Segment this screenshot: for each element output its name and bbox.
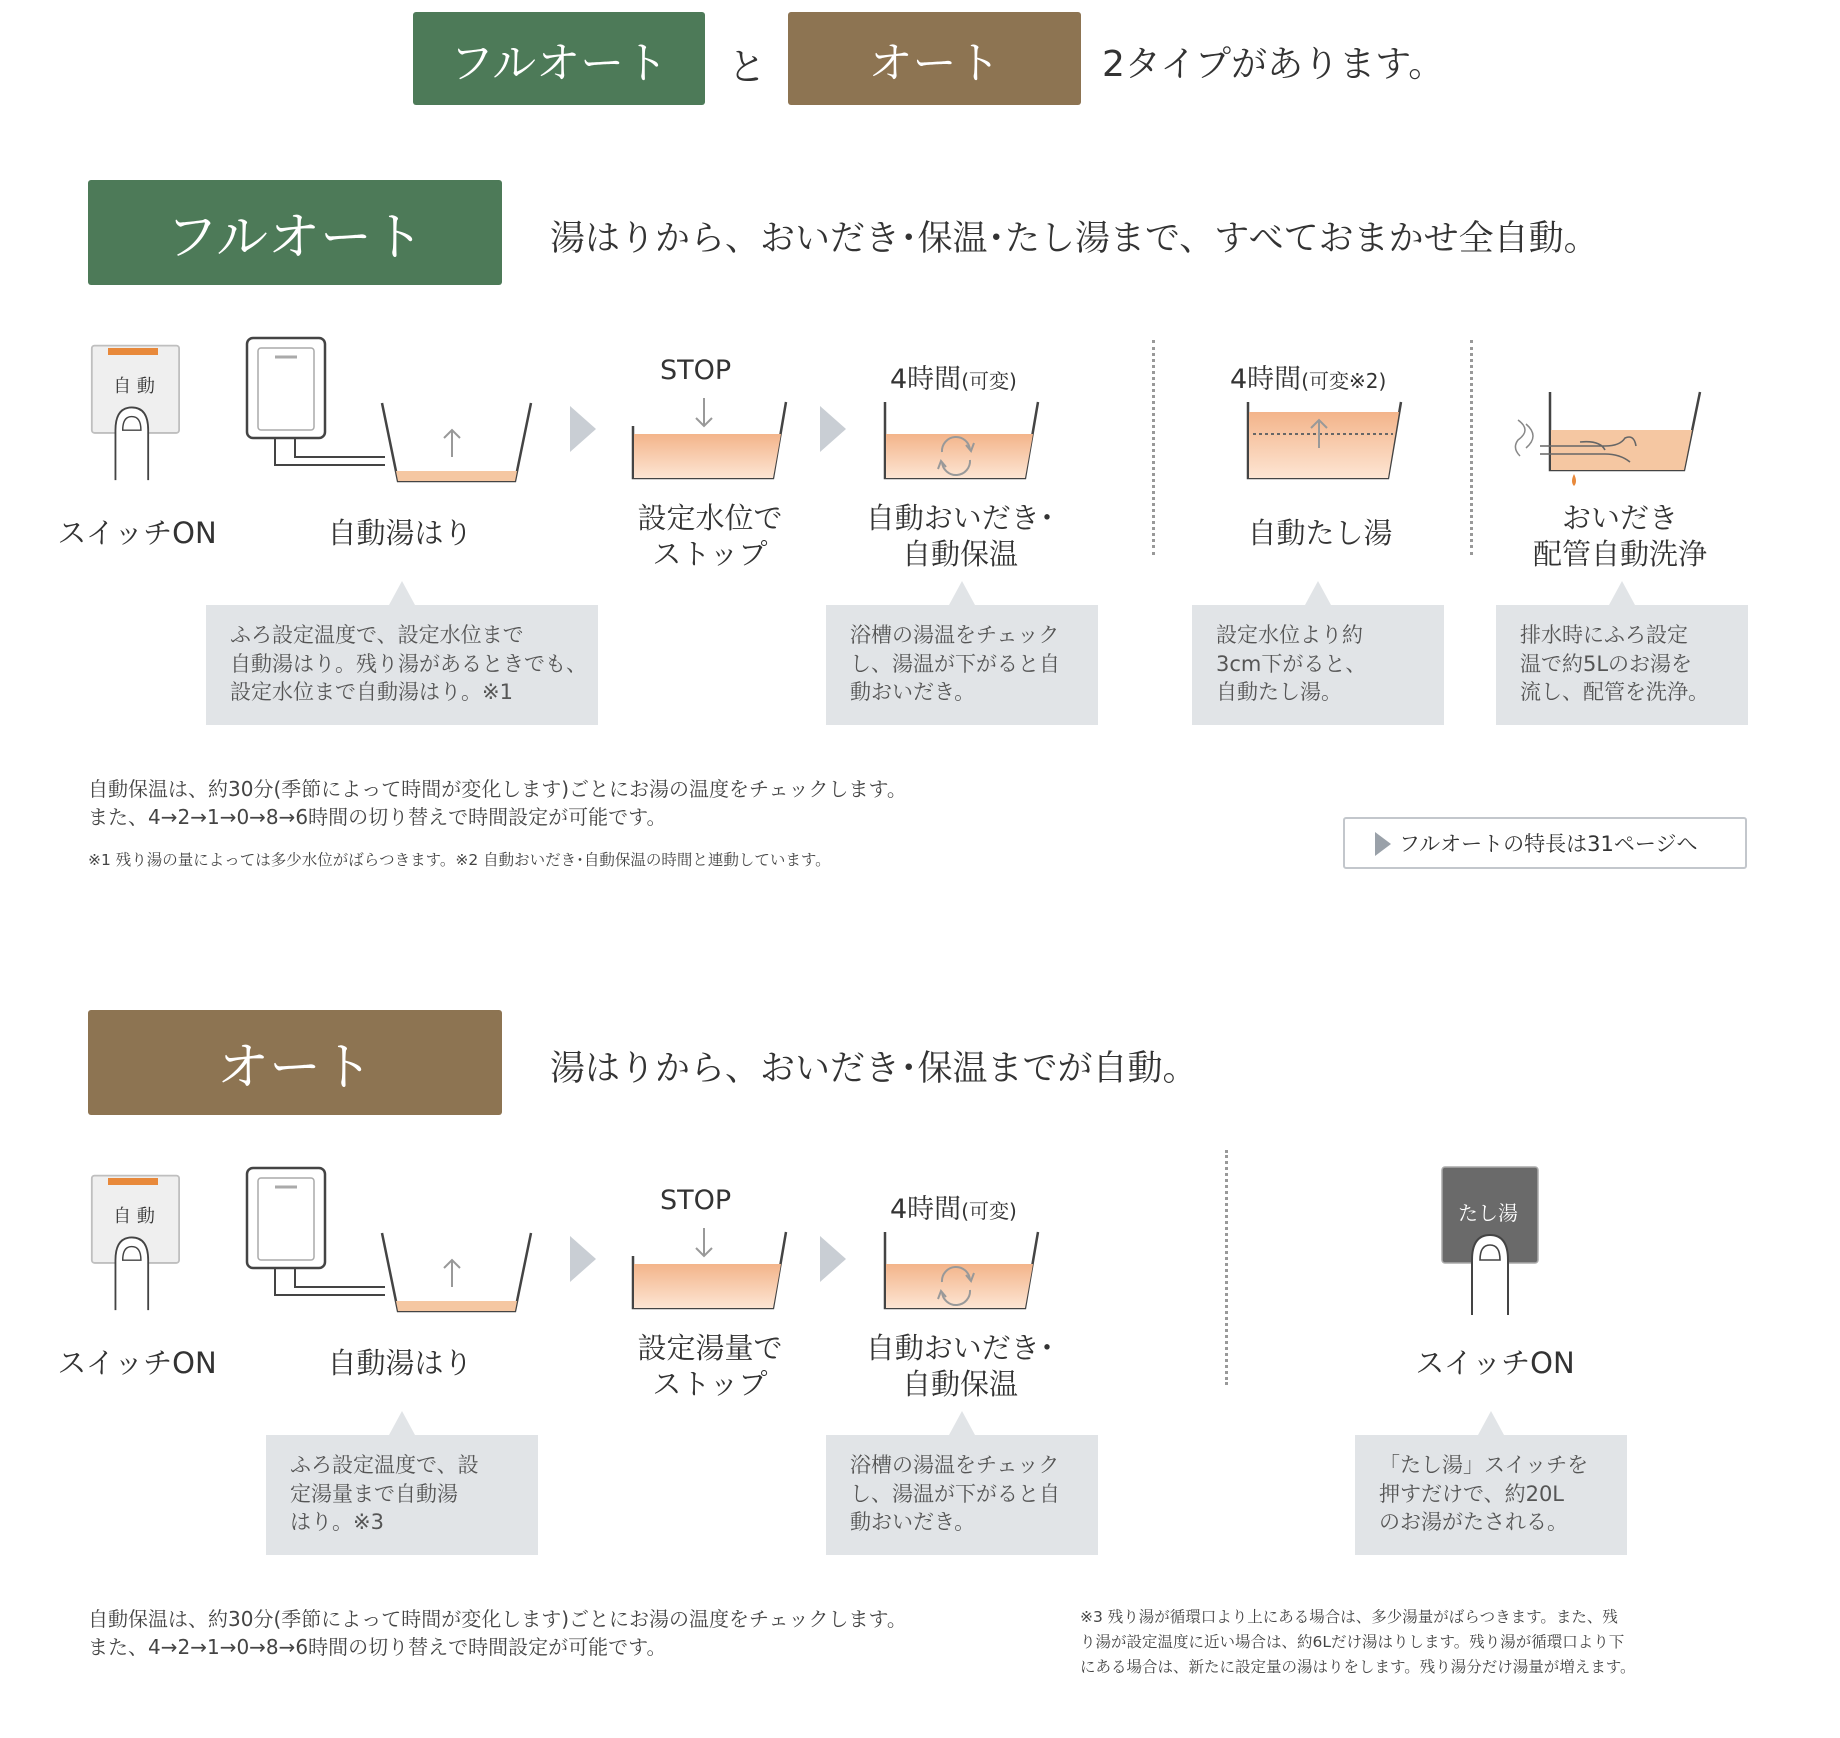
box-line: ふろ設定温度で、設 [290,1453,479,1477]
header-type1-tag: フルオート [413,12,705,105]
full-fill-label: 自動湯はり [327,516,473,550]
full-stop-label [610,500,810,572]
auto-footnote [1080,1605,1636,1680]
auto-fill-label: 自動湯はり [327,1346,473,1380]
full-add-hours: 4時間 [1230,364,1302,395]
full-stop-label-1: 設定水位で [637,501,783,535]
full-keep-hours: 4時間 [890,364,962,395]
full-add-variable: (可変※2) [1301,369,1387,393]
full-switch-label: スイッチON [57,516,217,550]
switch-finger-icon [90,1170,190,1314]
pipe-cleaning-icon [1510,390,1710,495]
header-suffix: 2タイプがあります。 [1102,44,1445,85]
divider [1152,340,1155,555]
auto-keep-top [890,1187,1017,1226]
full-clean-label [1510,500,1730,572]
box-line: 動おいだき。 [850,680,976,704]
auto-stop-top: STOP [660,1185,732,1216]
box-line: 自動湯はり。残り湯があるときでも、 [230,651,587,676]
box-line: 流し、配管を洗浄。 [1520,680,1709,704]
box-line: し、湯温が下がると自 [850,1481,1060,1506]
box-line: 動おいだき。 [850,1510,976,1534]
divider [1225,1150,1228,1385]
water-heater-tub-icon [245,1165,540,1315]
play-icon [1375,832,1391,856]
full-switch-key: 自 動 [113,376,155,397]
divider [1470,340,1473,555]
box-line: ふろ設定温度で、設定水位まで [230,623,524,647]
box-line: 浴槽の湯温をチェック [850,623,1060,647]
header-and: と [728,45,767,89]
auto-keep-variable: (可変) [961,1199,1017,1223]
box-line: はり。※3 [290,1510,384,1534]
auto-keep-hours: 4時間 [890,1194,962,1225]
full-stop-top: STOP [660,355,732,386]
auto-keep-label-2: 自動保温 [901,1367,1018,1401]
box-line: 自動たし湯。 [1216,680,1342,704]
header-type2-tag: オート [788,12,1081,105]
footnote-line: にある場合は、新たに設定量の湯はりをします。残り湯分だけ湯量が増えます。 [1080,1658,1636,1676]
full-keep-top [890,357,1017,396]
top-up-switch-icon [1440,1165,1540,1315]
box-line: 「たし湯」スイッチを [1379,1453,1589,1477]
stop-tub-icon [630,1228,790,1316]
footnote-line: り湯が設定温度に近い場合は、約6Lだけ湯はりします。残り湯が循環口より下 [1080,1633,1625,1651]
full-stop-label-2: ストップ [652,537,768,571]
box-line: 設定水位より約 [1216,623,1363,647]
full-keep-label-2: 自動保温 [901,537,1018,571]
note-line: 自動保温は、約30分(季節によって時間が変化します)ごとにお湯の温度をチェックします。 [88,777,907,801]
full-features-link[interactable] [1343,817,1747,869]
full-tag: フルオート [88,180,502,285]
full-keep-variable: (可変) [961,369,1017,393]
full-clean-info-box [1496,605,1748,725]
full-keep-label [860,500,1060,572]
auto-note [88,1605,907,1661]
full-keep-info-box [826,605,1098,725]
water-heater-tub-icon [245,335,540,485]
chevron-right-icon [818,1234,848,1284]
box-line: 設定水位まで自動湯はり。※1 [230,680,513,704]
note-line: 自動保温は、約30分(季節によって時間が変化します)ごとにお湯の温度をチェックします。 [88,1607,907,1631]
full-features-link-text: フルオートの特長は31ページへ [1399,832,1698,856]
auto-stop-label [610,1330,810,1402]
auto-add-info-box [1355,1435,1627,1555]
auto-fill-info-box [266,1435,538,1555]
auto-add-label: スイッチON [1415,1346,1575,1380]
footnote-line: ※3 残り湯が循環口より上にある場合は、多少湯量がばらつきます。また、残 [1080,1608,1618,1626]
box-line: のお湯がたされる。 [1379,1510,1568,1534]
box-line: し、湯温が下がると自 [850,651,1060,676]
auto-keep-label [860,1330,1060,1402]
note-line: また、4→2→1→0→8→6時間の切り替えで時間設定が可能です。 [88,805,667,829]
box-line: 定湯量まで自動湯 [290,1481,458,1506]
auto-tagline: 湯はりから、おいだき･保温までが自動。 [550,1049,1198,1089]
auto-keep-info-box [826,1435,1098,1555]
reheat-tub-icon [882,398,1042,486]
full-fill-info-box [206,605,598,725]
reheat-tub-icon [882,1228,1042,1316]
full-footnote: ※1 残り湯の量によっては多少水位がばらつきます。※2 自動おいだき･自動保温の時間と連動しています。 [88,851,831,869]
full-add-top [1230,357,1386,396]
auto-stop-label-1: 設定湯量で [637,1331,783,1365]
box-line: 押すだけで、約20L [1379,1481,1565,1506]
stop-tub-icon [630,398,790,486]
auto-stop-label-2: ストップ [652,1367,768,1401]
auto-switch-label: スイッチON [57,1346,217,1380]
auto-add-key: たし湯 [1458,1201,1518,1225]
box-line: 3cm下がると、 [1216,651,1367,676]
auto-tag: オート [88,1010,502,1115]
box-line: 排水時にふろ設定 [1520,623,1688,647]
full-clean-label-1: おいだき [1561,501,1678,535]
note-line: また、4→2→1→0→8→6時間の切り替えで時間設定が可能です。 [88,1635,667,1659]
chevron-right-icon [818,404,848,454]
full-tagline: 湯はりから、おいだき･保温･たし湯まで、すべておまかせ全自動。 [550,219,1599,259]
chevron-right-icon [568,1234,598,1284]
full-note [88,775,907,831]
top-up-tub-icon [1245,398,1405,486]
box-line: 温で約5Lのお湯を [1520,651,1693,676]
full-keep-label-1: 自動おいだき･ [865,501,1055,535]
auto-keep-label-1: 自動おいだき･ [865,1331,1055,1365]
full-clean-label-2: 配管自動洗浄 [1532,537,1707,571]
box-line: 浴槽の湯温をチェック [850,1453,1060,1477]
switch-finger-icon [90,340,190,484]
chevron-right-icon [568,404,598,454]
auto-switch-key: 自 動 [113,1206,155,1227]
full-add-info-box [1192,605,1444,725]
full-add-label: 自動たし湯 [1247,516,1393,550]
